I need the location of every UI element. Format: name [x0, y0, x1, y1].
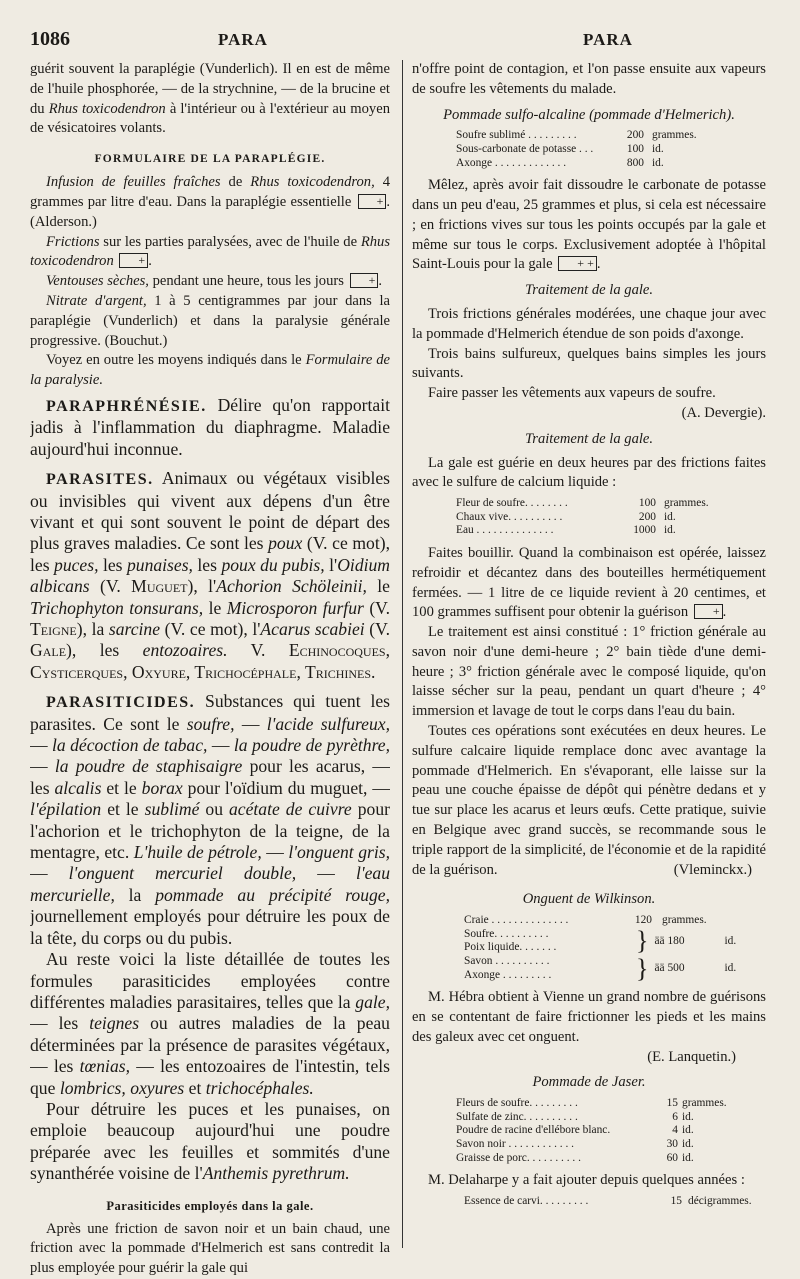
- subsection-title: Pommade de Jaser.: [532, 1074, 646, 1091]
- running-head-right: PARA: [583, 30, 633, 49]
- ingredient-unit: id.: [682, 1151, 694, 1164]
- ingredient-quantity: 60: [666, 1151, 678, 1164]
- formulary-heading: FORMULAIRE DE LA PARAPLÉGIE.: [94, 153, 326, 166]
- entry-parasites: PARASITES. Animaux ou végétaux visibles ou invisibles qui vivent aux dépens d'un être vivant et qui sont souvent le point de départ des plus graves maladies. Ce sont les poux (V. ce mot), les puces, les punaises, les poux du pubis, l'Oidium albicans (V. Muguet), l'Achorion Schöleinii, le Trichophyton tonsurans, le Microsporon furfur (V. Teigne), la sarcine (V. ce mot), l'Acarus scabiei (V. Gale), les entozoaires. V. Echinocoques, Cysticerques, Oxyure, Trichocéphale, Trichines.: [30, 468, 390, 682]
- paragraph: Faire passer les vêtements aux vapeurs de soufre.: [428, 385, 716, 402]
- efficacy-mark: +: [694, 604, 723, 619]
- ingredient-unit: grammes.: [664, 497, 709, 510]
- recipe-sulfure-calcium: [412, 497, 766, 538]
- entry-parasiticides: PARASITICIDES. Substances qui tuent les parasites. Ce sont le soufre, — l'acide sulfureux, — la décoction de tabac, — la poudre de pyrèthre, — la poudre de staphisaigre pour les acarus, — les alcalis et le borax pour l'oïdium du muguet, — l'épilation et le sublimé ou acétate de cuivre pour l'achorion et le trichophyton de la teigne, de la mentagre, etc. L'huile de pétrole, — l'onguent gris, — l'onguent mercuriel double, — l'eau mercurielle, la pommade au précipité rouge, journellement employés pour détruire les poux de la tête, du corps ou du pubis.: [30, 691, 390, 948]
- ingredient-quantity: 30: [666, 1137, 678, 1150]
- recipe-title: Pommade sulfo-alcaline (pommade d'Helmerich).: [443, 106, 735, 123]
- formula-entry: Voyez en outre les moyens indiqués dans le Formulaire de la paralysie.: [30, 352, 390, 389]
- ingredient-unit: grammes.: [652, 129, 697, 142]
- paragraph: n'offre point de contagion, et l'on passe ensuite aux vapeurs de soufre les vêtements du malade.: [412, 61, 766, 97]
- ingredient-name: Chaux vive. . . . . . . . . .: [456, 510, 563, 523]
- ingredient-name: Graisse de porc. . . . . . . . . .: [456, 1151, 581, 1164]
- efficacy-mark: +: [119, 253, 148, 268]
- formula-entry: Nitrate d'argent, 1 à 5 centigrammes par jour dans la paraplégie (Vunderlich) et dans la paralysie générale progressive. (Bouchut.): [30, 292, 390, 349]
- recipe-group: Soufre. . . . . . . . . . Poix liquide. . . . . . . } ää 180 id.: [464, 926, 737, 956]
- recipe-line: [412, 497, 766, 511]
- recipe-line: [412, 524, 766, 538]
- recipe-group: Savon . . . . . . . . . . Axonge . . . . . . . . . } ää 500 id.: [464, 953, 737, 983]
- attribution: (E. Lanquetin.): [647, 1048, 736, 1065]
- ingredient-name: Sulfate de zinc. . . . . . . . . .: [456, 1110, 578, 1123]
- recipe-line: [412, 157, 766, 171]
- paragraph: Au reste voici la liste détaillée de toutes les formules parasiticides employées contre différentes maladies parasitaires, telles que la gale, — les teignes ou autres maladies de la peau déterminées par la présence de parasites végétaux, — les tœnias, — les entozoaires de l'intestin, tels que lombrics, oxyures et trichocéphales.: [30, 949, 390, 1098]
- formula-entry: Frictions sur les parties paralysées, avec de l'huile de Rhus toxicodendron + .: [30, 233, 390, 270]
- paragraph: Trois frictions générales modérées, une chaque jour avec la pommade d'Helmerich étendue de son poids d'axonge.: [412, 305, 766, 342]
- paragraph: Faites bouillir. Quand la combinaison est opérée, laissez refroidir et décantez dans des bouteilles hermétiquement fermées. — 1 litre de ce liquide revient à 20 centimes, et 100 grammes suffisent pour obtenir la guérison + .: [412, 544, 766, 621]
- ingredient-unit: id.: [682, 1110, 694, 1123]
- paragraph: Mêlez, après avoir fait dissoudre le carbonate de potasse dans un peu d'eau, 25 grammes et plus, si cela est nécessaire ; en frictions vives sur tous les points occupés par la gale et même sur tous le corps. Exclusivement adoptée à l'hôpital Saint-Louis pour la gale + + .: [412, 177, 766, 273]
- attribution: (A. Devergie).: [681, 404, 766, 421]
- ingredient-quantity: 15: [666, 1097, 678, 1110]
- subsection-title: Traitement de la gale.: [524, 282, 654, 299]
- paragraph: Le traitement est ainsi constitué : 1° friction générale au savon noir d'une demi-heure ; 2° bain tiède d'une demi-heure ; 3° friction générale avec le composé liquide, qu'on laisse sécher sur la peau, pendant un quart d'heure ; 4° immersion et lavage de tout le corps dans l'eau du bain.: [412, 624, 766, 720]
- recipe-line: Craie . . . . . . . . . . . . . . 120 grammes.: [464, 914, 707, 927]
- left-column: [30, 60, 390, 1279]
- paragraph: Pour détruire les puces et les punaises, on emploie beaucoup aujourd'hui une poudre préparée avec les feuilles et sommités d'une synanthérée voisine de l'Anthemis pyrethrum.: [30, 1098, 390, 1184]
- recipe-carvi: [412, 1195, 766, 1209]
- ingredient-unit: id.: [652, 156, 664, 169]
- ingredient-unit: id.: [664, 510, 676, 523]
- paragraph: guérit souvent la paraplégie (Vunderlich). Il en est de même de l'huile phosphorée, — de la strychnine, — de la brucine et du Rhus toxicodendron à l'intérieur ou à l'extérieur au moyen de vésicatoires volants.: [30, 61, 390, 137]
- ingredient-name: Poudre de racine d'ellébore blanc.: [456, 1124, 611, 1137]
- formula-entry: Ventouses sèches, pendant une heure, tous les jours + .: [46, 273, 382, 290]
- recipe-line: [412, 1111, 766, 1125]
- running-head-left: PARA: [218, 30, 268, 49]
- ingredient-unit: grammes.: [682, 1097, 727, 1110]
- ingredient-name: Fleurs de soufre. . . . . . . . .: [456, 1097, 578, 1110]
- ingredient-name: Savon noir . . . . . . . . . . . .: [456, 1137, 575, 1150]
- paragraph: M. Hébra obtient à Vienne un grand nombre de guérisons en se contentant de faire frictionner les pieds et les mains des galeux avec cet onguent.: [412, 989, 766, 1045]
- formula-entry: Infusion de feuilles fraîches de Rhus toxicodendron, 4 grammes par litre d'eau. Dans la paraplégie essentielle + . (Alderson.): [30, 174, 390, 230]
- ingredient-name: Fleur de soufre. . . . . . . .: [456, 497, 568, 510]
- ingredient-quantity: 4: [672, 1124, 678, 1137]
- ingredient-name: Sous-carbonate de potasse . . .: [456, 142, 594, 155]
- page-header: [30, 28, 775, 56]
- ingredient-name: Eau . . . . . . . . . . . . . .: [456, 524, 554, 537]
- page-number: 1086: [30, 28, 70, 50]
- ingredient-quantity: 100: [638, 497, 656, 510]
- recipe-helmerich: [412, 129, 766, 170]
- recipe-line: Essence de carvi. . . . . . . . . 15 décigrammes.: [464, 1194, 752, 1207]
- ingredient-unit: id.: [682, 1124, 694, 1137]
- paragraph: M. Delaharpe y a fait ajouter depuis quelques années :: [428, 1172, 745, 1189]
- efficacy-mark: + +: [558, 256, 597, 271]
- recipe-wilkinson: [412, 914, 766, 982]
- entry-headword: PARAPHRÉNÉSIE.: [46, 397, 207, 415]
- recipe-line: [412, 511, 766, 525]
- paragraph: Trois bains sulfureux, quelques bains simples les jours suivants.: [412, 345, 766, 382]
- subsection-title: Onguent de Wilkinson.: [522, 891, 656, 908]
- ingredient-quantity: 100: [626, 142, 644, 155]
- recipe-line: [412, 129, 766, 143]
- ingredient-quantity: 200: [626, 129, 644, 142]
- subsection-title: Traitement de la gale.: [524, 430, 654, 447]
- ingredient-name: Soufre sublimé . . . . . . . . .: [456, 129, 577, 142]
- recipe-jaser: [412, 1097, 766, 1165]
- entry-headword: PARASITES.: [46, 471, 154, 489]
- section-heading: Parasiticides employés dans la gale.: [106, 1198, 314, 1213]
- recipe-line: [412, 1152, 766, 1166]
- ingredient-quantity: 6: [672, 1110, 678, 1123]
- recipe-line: [412, 143, 766, 157]
- ingredient-quantity: 800: [626, 156, 644, 169]
- recipe-line: [412, 1124, 766, 1138]
- recipe-line: [412, 1138, 766, 1152]
- column-divider: [402, 60, 403, 1248]
- paragraph: Après une friction de savon noir et un bain chaud, une friction avec la pommade d'Helmerich est sans contredit la plus employée pour guérir la gale qui: [30, 1220, 390, 1277]
- paragraph: Toutes ces opérations sont exécutées en deux heures. Le sulfure calcaire liquide remplace donc avec avantage la pommade d'Helmerich. En s'évaporant, elle laisse sur la peau une couche épaisse de dépôt qui pénètre dedans et y tue sur place les acarus et leurs œufs. Cette pratique, suivie en Belgique avec grand succès, se recommande sous le triple rapport de la simplicité, de l'économie et de la rapidité de la guérison. (Vleminckx.): [412, 723, 766, 878]
- entry-paraphrenesie: PARAPHRÉNÉSIE. Délire qu'on rapportait jadis à l'inflammation du diaphragme. Maladie aujourd'hui inconnue.: [30, 394, 390, 459]
- efficacy-mark: +: [350, 273, 379, 288]
- right-column: [412, 60, 766, 1215]
- recipe-line: [412, 1097, 766, 1111]
- paragraph: La gale est guérie en deux heures par des frictions faites avec le sulfure de calcium liquide :: [412, 454, 766, 491]
- ingredient-quantity: 200: [638, 510, 656, 523]
- ingredient-unit: id.: [652, 142, 664, 155]
- entry-headword: PARASITICIDES.: [46, 694, 196, 712]
- efficacy-mark: +: [358, 194, 387, 209]
- ingredient-unit: id.: [664, 524, 676, 537]
- ingredient-name: Axonge . . . . . . . . . . . . .: [456, 156, 567, 169]
- ingredient-unit: id.: [682, 1137, 694, 1150]
- ingredient-quantity: 1000: [633, 524, 656, 537]
